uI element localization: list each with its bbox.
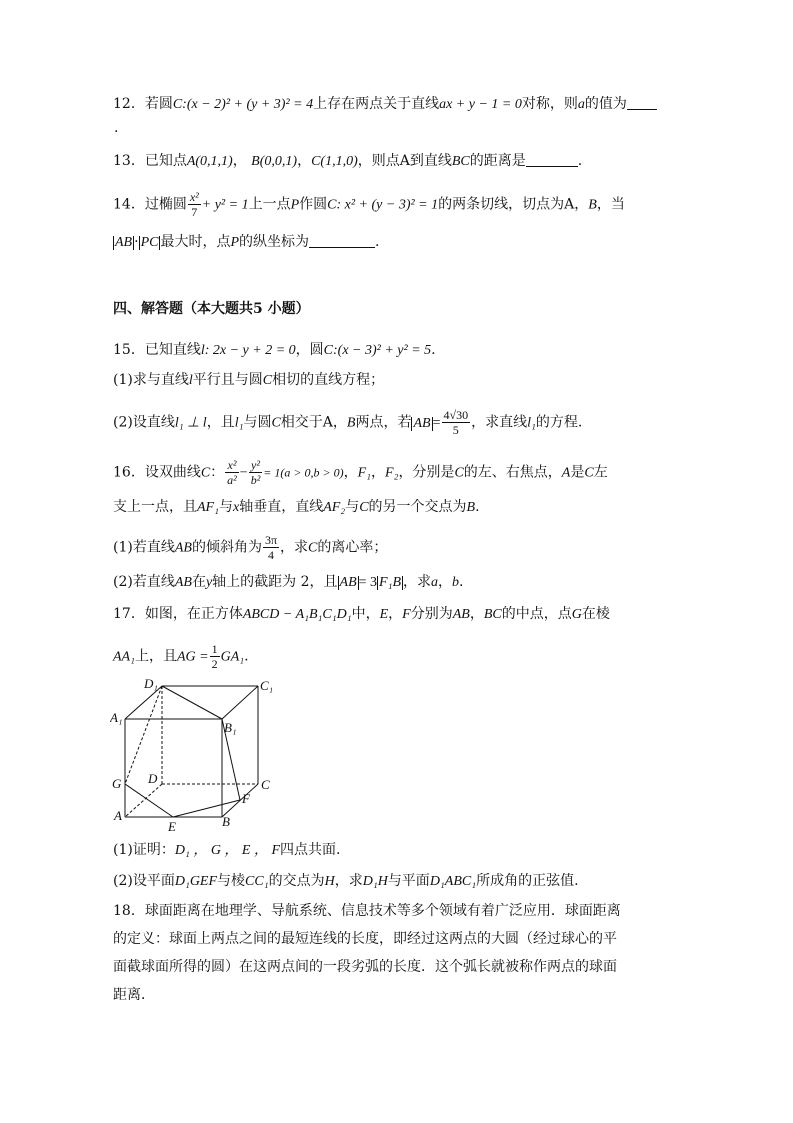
q16-part2: (2)若直线AB在y轴上的截距为 2，且 AB = 3 F₁B ，求a，b. bbox=[113, 574, 464, 590]
q13-number: 13． bbox=[113, 153, 145, 169]
q16-angle-fraction: $\frac{3\pi}{4}$ bbox=[264, 533, 278, 562]
q12-line-eq: ax + y − 1 = 0 bbox=[439, 97, 522, 112]
q15-number: 15． bbox=[113, 342, 145, 358]
q13-answer-blank bbox=[526, 152, 578, 167]
q16-number: 16． bbox=[113, 464, 145, 481]
q15-fraction: $\frac{4√30}{5}$ bbox=[443, 408, 469, 437]
q12-circle-eq: C:(x − 2)² + (y + 3)² = 4 bbox=[172, 97, 314, 112]
label-E: E bbox=[168, 819, 176, 834]
label-C1: C₁ bbox=[260, 678, 274, 693]
label-A: A bbox=[114, 808, 122, 823]
q14-fraction: $\frac{\text{x²}}{7}$ bbox=[189, 190, 199, 219]
label-B1: B₁ bbox=[224, 720, 237, 735]
q12-number: 12． bbox=[113, 96, 145, 112]
q17-part1: (1)证明：D₁ ， G ， E ， F四点共面. bbox=[113, 842, 341, 858]
q17-fraction: $\frac{1}{2}$ bbox=[211, 642, 218, 671]
segment-GE bbox=[125, 784, 173, 817]
label-A1: A₁ bbox=[110, 710, 123, 725]
q16-line1: 16．设双曲线C： $\frac{\text{x²}}{\text{a²}}$ − $\frac{\text{y²}}{\text{b²}}$ = 1(a > 0,b > 0)，F₁，F₂，分别是C的左、右焦点，A是C左 bbox=[113, 458, 608, 487]
label-B: B bbox=[222, 814, 230, 829]
segment-D1B1 bbox=[162, 686, 222, 719]
label-D1: D₁ bbox=[144, 676, 158, 691]
q16-part1: (1)若直线AB的倾斜角为 $\frac{3\pi}{4}$ ，求C的离心率； bbox=[113, 533, 388, 562]
q13-line: 13．已知点A(0,1,1)， B(0,0,1)，C(1,1,0)，则点A到直线BC的距离是 . bbox=[113, 153, 583, 169]
q14-line1: 14．过椭圆 $\frac{\text{x²}}{7}$ + y² = 1上一点P作圆C: x² + (y − 3)² = 1的两条切线，切点为A，B，当 bbox=[113, 190, 625, 219]
segment-D1G-hidden bbox=[125, 686, 162, 784]
label-F: F bbox=[242, 791, 250, 806]
q12-line1: 12．若圆C:(x − 2)² + (y + 3)² = 4上存在两点关于直线ax + y − 1 = 0对称，则a的值为 bbox=[113, 94, 657, 115]
q14-line2: AB · PC 最大时，点P的纵坐标为 . bbox=[115, 234, 380, 250]
q16-fraction-x: $\frac{\text{x²}}{\text{a²}}$ bbox=[227, 458, 237, 487]
q16-line2: 支上一点，且AF₁与x轴垂直，直线AF₂与C的另一个交点为B. bbox=[113, 499, 480, 515]
q16-fraction-y: $\frac{\text{y²}}{\text{b²}}$ bbox=[250, 458, 261, 487]
edge-C1B1 bbox=[222, 686, 258, 719]
label-D: D bbox=[148, 771, 158, 786]
q14-number: 14． bbox=[113, 196, 145, 213]
cube-figure bbox=[110, 674, 280, 834]
q17-part2: (2)设平面D₁GEF与棱CC₁的交点为H，求D₁H与平面D₁ABC₁所成角的正弦值. bbox=[113, 873, 579, 889]
q17-line1: 17．如图，在正方体ABCD − A₁B₁C₁D₁中，E，F分别为AB，BC的中点，点G在棱 bbox=[113, 606, 610, 622]
section-heading: 四、解答题（本大题共5 小题） bbox=[113, 301, 310, 317]
q18-line1: 18．球面距离在地理学、导航系统、信息技术等多个领域有着广泛应用．球面距离 bbox=[113, 903, 621, 919]
q15-part2: (2)设直线l₁ ⊥ l，且l₁与圆C相交于A，B两点，若 AB = $\frac{4√30}{5}$ ，求直线l₁的方程. bbox=[113, 408, 583, 437]
q12-answer-blank bbox=[627, 95, 657, 110]
q15-line1: 15．已知直线l: 2x − y + 2 = 0，圆C:(x − 3)² + y² = 5. bbox=[113, 342, 436, 358]
q15-part1: (1)求与直线l平行且与圆C相切的直线方程； bbox=[113, 372, 385, 388]
q18-line2: 的定义：球面上两点之间的最短连线的长度，即经过这两点的大圆（经过球心的平 bbox=[113, 931, 617, 947]
label-G: G bbox=[112, 776, 122, 791]
q18-line3: 面截球面所得的圆）在这两点间的一段劣弧的长度．这个弧长就被称作两点的球面 bbox=[113, 959, 617, 975]
q17-number: 17． bbox=[113, 606, 145, 622]
q17-line2: AA₁上，且AG = $\frac{1}{2}$ GA₁. bbox=[113, 642, 249, 671]
edge-DA-hidden bbox=[125, 784, 162, 817]
q12-line2: . bbox=[114, 120, 119, 136]
q14-answer-blank bbox=[309, 233, 375, 248]
q18-line4: 距离． bbox=[113, 987, 155, 1003]
label-C: C bbox=[261, 777, 270, 792]
